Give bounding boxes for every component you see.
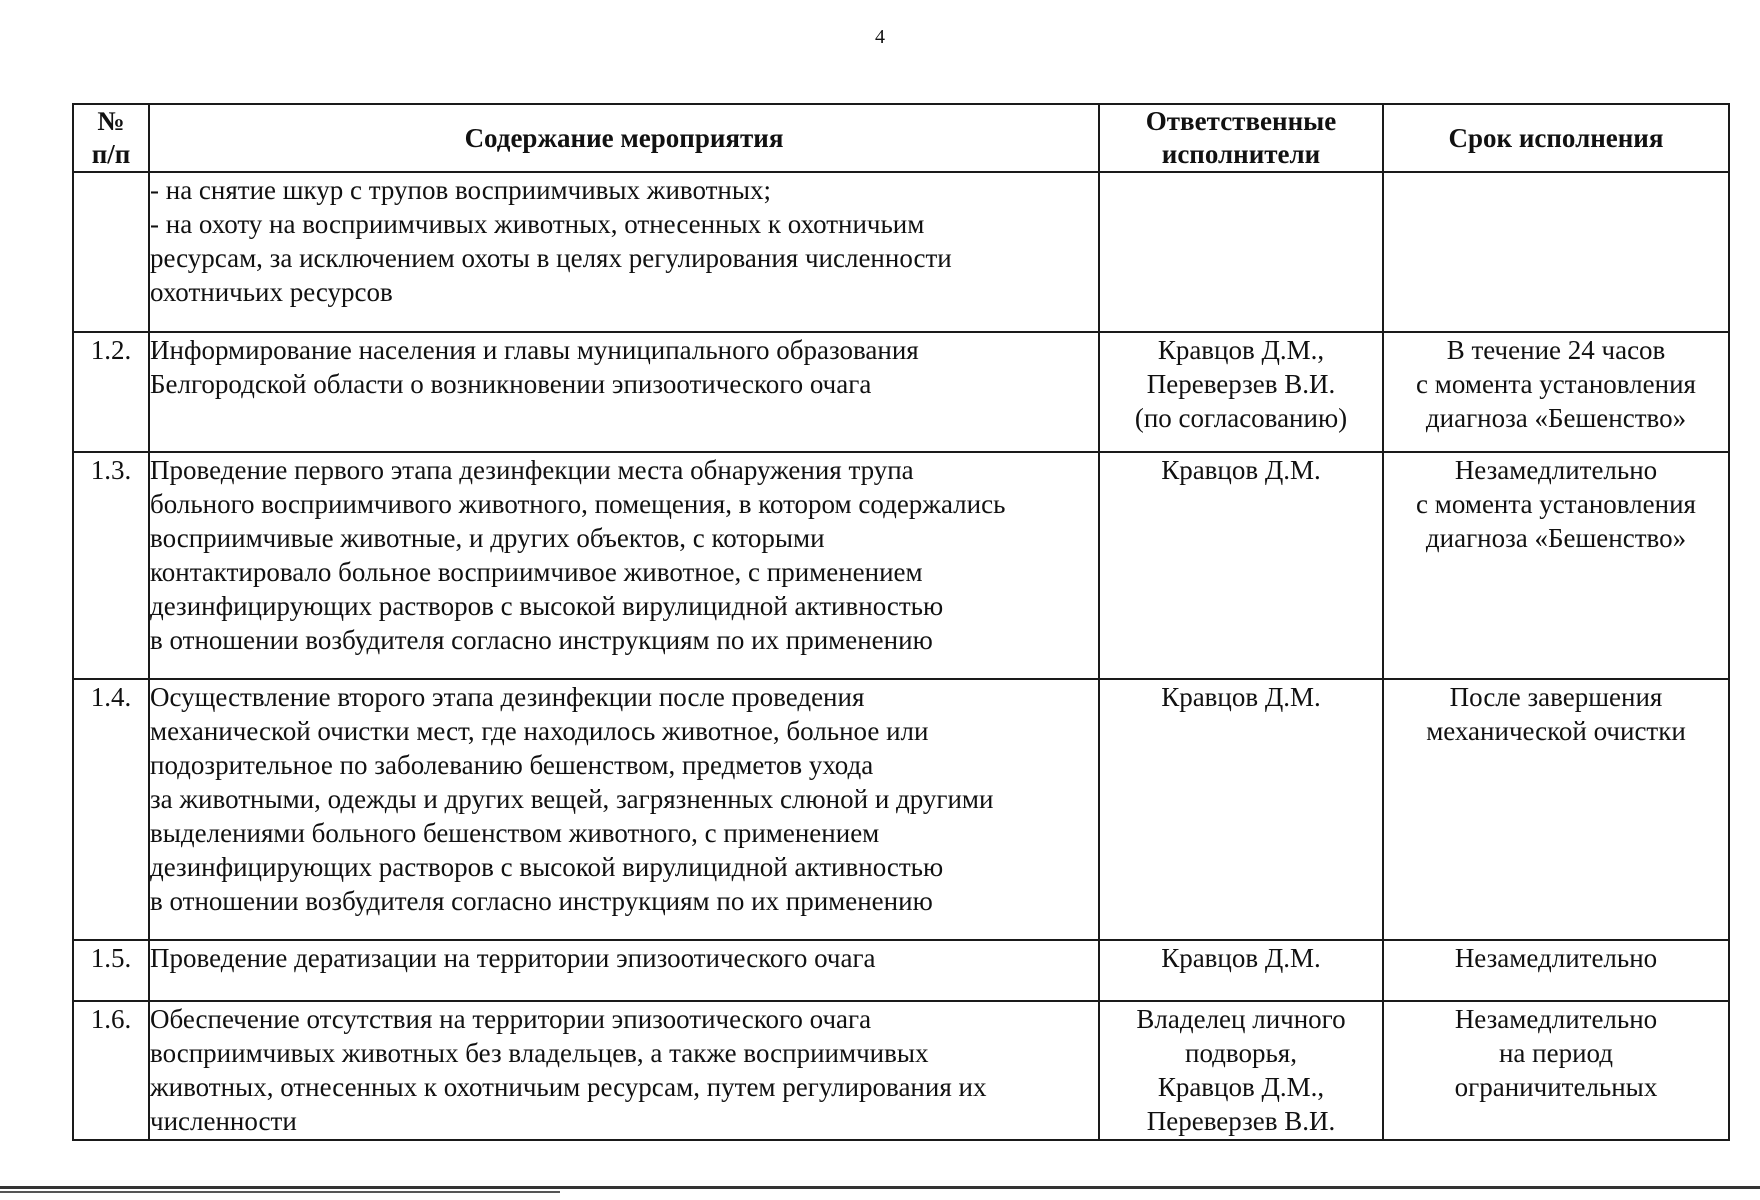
responsible-line: Кравцов Д.М. [1161, 455, 1321, 485]
header-number: № п/п [73, 104, 149, 172]
bottom-divider-short [0, 1191, 560, 1193]
responsible-line: Переверзев В.И. [1146, 369, 1336, 399]
table-row [73, 679, 1729, 940]
term-line: диагноза «Бешенство» [1425, 523, 1687, 553]
page-number: 4 [875, 26, 885, 48]
table-row [73, 332, 1729, 452]
content-line: механической очистки мест, где находилось животное, больное или [150, 716, 929, 746]
execution-term [1383, 679, 1729, 940]
row-number: 1.2. [73, 332, 149, 452]
term-line: В течение 24 часов [1446, 335, 1666, 365]
content-line: восприимчивых животных без владельцев, а также восприимчивых [150, 1038, 929, 1068]
row-number: 1.3. [73, 452, 149, 679]
responsible-persons [1099, 452, 1383, 679]
content-line: охотничьих ресурсов [150, 277, 393, 307]
table-body [73, 172, 1729, 1140]
term-line: диагноза «Бешенство» [1425, 403, 1687, 433]
content-line: восприимчивые животные, и других объектов, с которыми [150, 523, 825, 553]
term-line: После завершения [1449, 682, 1663, 712]
execution-term [1383, 452, 1729, 679]
responsible-line: Кравцов Д.М. [1161, 682, 1321, 712]
table-row [73, 1001, 1729, 1140]
content-line: - на снятие шкур с трупов восприимчивых животных; [150, 175, 772, 205]
term-line: ограничительных [1454, 1072, 1658, 1102]
responsible-persons [1099, 1001, 1383, 1140]
content-line: дезинфицирующих растворов с высокой вирулицидной активностью [150, 852, 944, 882]
header-term: Срок исполнения [1383, 104, 1729, 172]
content-line: Проведение дератизации на территории эпизоотического очага [150, 943, 876, 973]
term-line: с момента установления [1416, 369, 1696, 399]
content-line: Белгородской области о возникновении эпизоотического очага [150, 369, 872, 399]
responsible-persons [1099, 172, 1383, 332]
row-number: 1.6. [73, 1001, 149, 1140]
content-line: - на охоту на восприимчивых животных, отнесенных к охотничьим [150, 209, 925, 239]
execution-term [1383, 940, 1729, 1001]
content-line: Осуществление второго этапа дезинфекции после проведения [150, 682, 865, 712]
term-line: Незамедлительно [1454, 455, 1658, 485]
table-row [73, 172, 1729, 332]
table-row [73, 452, 1729, 679]
content-line: выделениями больного бешенством животного, с применением [150, 818, 880, 848]
activity-content [149, 452, 1099, 679]
content-line: Обеспечение отсутствия на территории эпизоотического очага [150, 1004, 872, 1034]
content-line: ресурсам, за исключением охоты в целях регулирования численности [150, 243, 952, 273]
term-line: Незамедлительно [1454, 943, 1658, 973]
responsible-persons [1099, 679, 1383, 940]
content-line: численности [150, 1106, 297, 1136]
content-line: подозрительное по заболеванию бешенством, предметов ухода [150, 750, 874, 780]
row-number [73, 172, 149, 332]
activity-content [149, 332, 1099, 452]
execution-term [1383, 332, 1729, 452]
responsible-line: Кравцов Д.М., [1157, 335, 1325, 365]
responsible-line: (по согласованию) [1134, 403, 1348, 433]
execution-term [1383, 1001, 1729, 1140]
content-line: больного восприимчивого животного, помещения, в котором содержались [150, 489, 1006, 519]
responsible-line: Переверзев В.И. [1146, 1106, 1336, 1136]
activity-content [149, 172, 1099, 332]
content-line: за животными, одежды и других вещей, загрязненных слюной и другими [150, 784, 994, 814]
header-responsible: Ответственные исполнители [1099, 104, 1383, 172]
table-row [73, 940, 1729, 1001]
content-line: Информирование населения и главы муниципального образования [150, 335, 919, 365]
term-line: Незамедлительно [1454, 1004, 1658, 1034]
content-line: в отношении возбудителя согласно инструкциям по их применению [150, 625, 933, 655]
row-number: 1.5. [73, 940, 149, 1001]
content-line: дезинфицирующих растворов с высокой вирулицидной активностью [150, 591, 944, 621]
activity-content [149, 679, 1099, 940]
responsible-line: Кравцов Д.М., [1157, 1072, 1325, 1102]
bottom-divider [0, 1186, 1760, 1189]
content-line: животных, отнесенных к охотничьим ресурсам, путем регулирования их [150, 1072, 987, 1102]
term-line: с момента установления [1416, 489, 1696, 519]
row-number: 1.4. [73, 679, 149, 940]
execution-term [1383, 172, 1729, 332]
header-content: Содержание мероприятия [149, 104, 1099, 172]
responsible-persons [1099, 940, 1383, 1001]
content-line: Проведение первого этапа дезинфекции места обнаружения трупа [150, 455, 914, 485]
table-header-row [73, 104, 1729, 172]
responsible-line: подворья, [1185, 1038, 1297, 1068]
action-plan-table [72, 103, 1730, 1141]
activity-content [149, 1001, 1099, 1140]
term-line: на период [1498, 1038, 1614, 1068]
activity-content [149, 940, 1099, 1001]
responsible-line: Владелец личного [1136, 1004, 1346, 1034]
content-line: в отношении возбудителя согласно инструкциям по их применению [150, 886, 933, 916]
responsible-persons [1099, 332, 1383, 452]
content-line: контактировало больное восприимчивое животное, с применением [150, 557, 923, 587]
responsible-line: Кравцов Д.М. [1161, 943, 1321, 973]
term-line: механической очистки [1426, 716, 1686, 746]
